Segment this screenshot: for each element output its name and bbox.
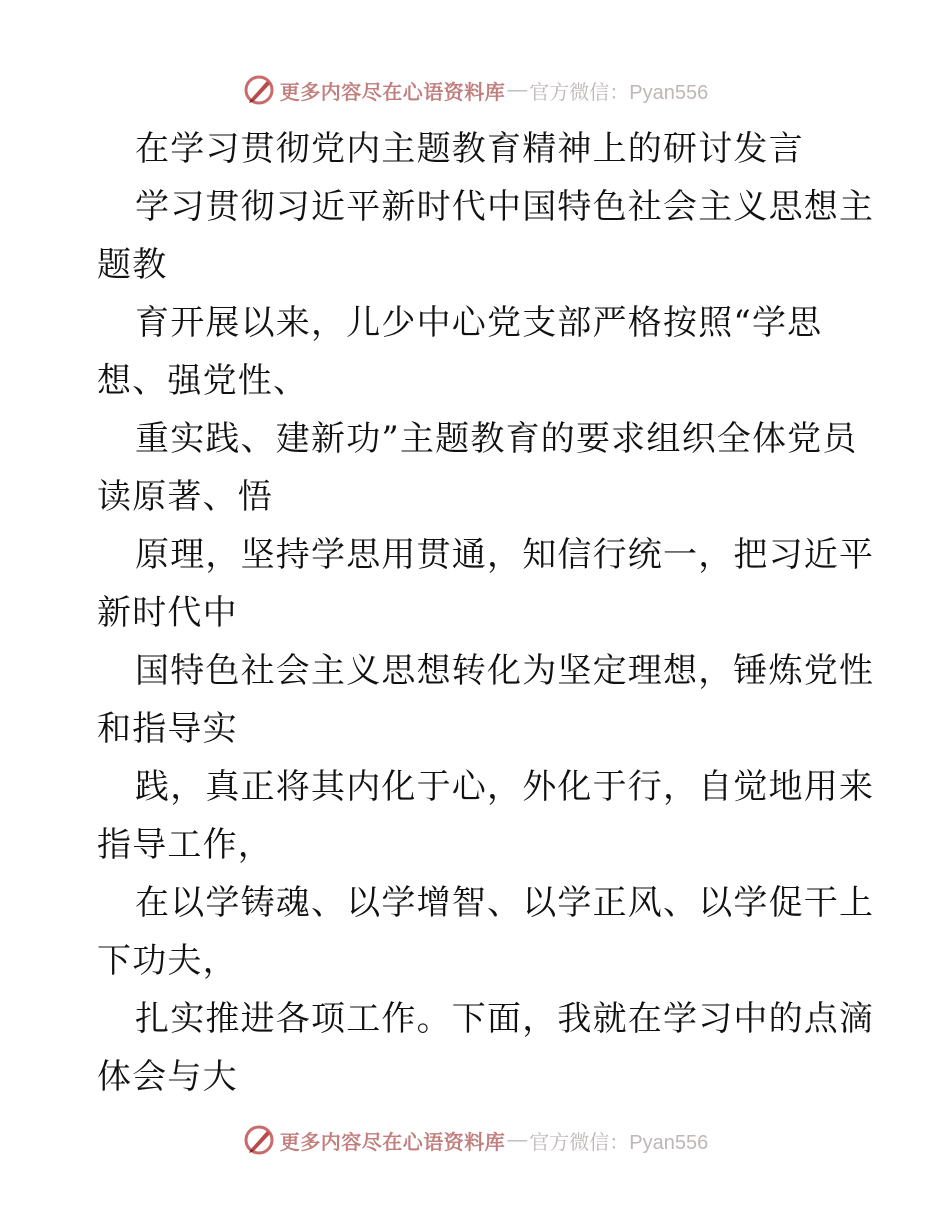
paragraph-line: 想、强党性、 [97,361,309,401]
document-title: 在学习贯彻党内主题教育精神上的研讨发言 [135,129,804,169]
paragraph-line: 国特色社会主义思想转化为坚定理想，锤炼党性 [135,651,875,691]
watermark-separator: — [507,1128,528,1151]
watermark-separator: — [507,78,528,101]
document-body [97,120,875,1106]
watermark-wechat-text: 官方微信：Pyan556 [529,1131,709,1154]
watermark-footer [0,1120,950,1160]
paragraph-line: 题教 [97,245,168,285]
paragraph-line: 重实践、建新功”主题教育的要求组织全体党员 [135,419,858,459]
paragraph-line: 和指导实 [97,709,238,749]
watermark-site-text: 更多内容尽在心语资料库 [279,81,506,104]
paragraph-line: 扎实推进各项工作。下面，我就在学习中的点滴 [135,999,875,1039]
paragraph-line: 读原著、悟 [97,477,273,517]
watermark-header [0,70,950,110]
paragraph-line: 指导工作， [97,825,273,865]
paragraph-line: 体会与大 [97,1057,238,1097]
watermark-site-text: 更多内容尽在心语资料库 [279,1131,506,1154]
watermark-wechat-text: 官方微信：Pyan556 [529,81,709,104]
paragraph-line: 在以学铸魂、以学增智、以学正风、以学促干上 [135,883,875,923]
paragraph-line: 育开展以来，儿少中心党支部严格按照“学思 [135,303,823,343]
paragraph-line: 践，真正将其内化于心，外化于行，自觉地用来 [135,767,875,807]
pen-logo-icon [242,1123,276,1157]
paragraph-line: 新时代中 [97,593,238,633]
pen-logo-icon [242,73,276,107]
paragraph-line: 学习贯彻习近平新时代中国特色社会主义思想主 [135,187,875,227]
paragraph-line: 原理，坚持学思用贯通，知信行统一，把习近平 [135,535,875,575]
paragraph-line: 下功夫， [97,941,238,981]
